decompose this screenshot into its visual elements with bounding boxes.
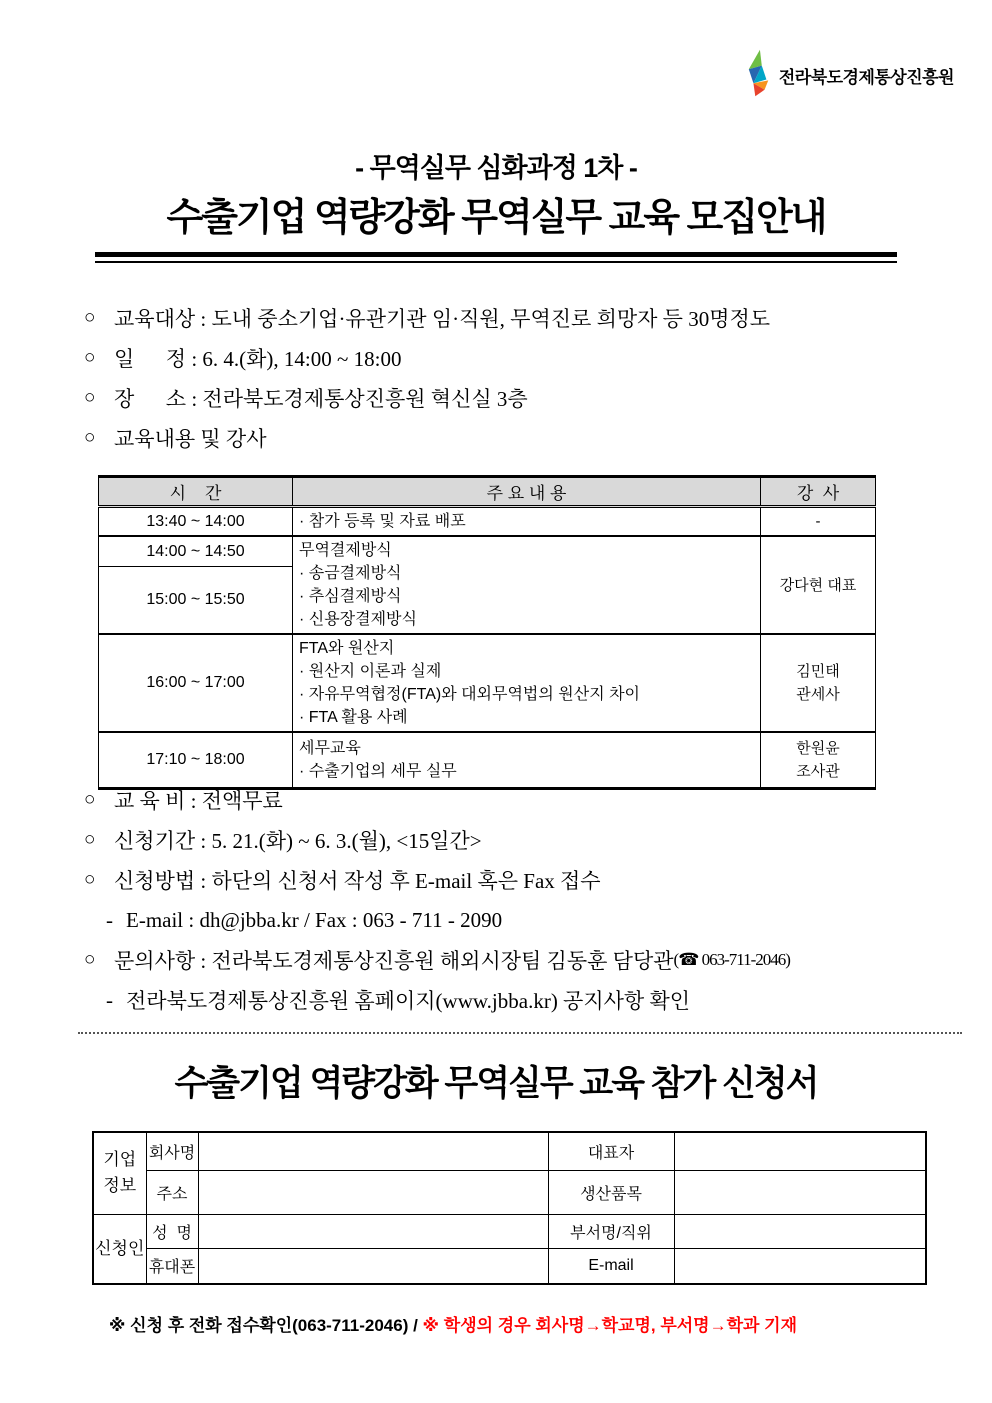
schedule-content-line: 무역결제방식 [299, 542, 392, 559]
form-label-department: 부서명/직위 [548, 1214, 674, 1248]
table-row [93, 1214, 926, 1248]
products-field[interactable] [674, 1170, 926, 1214]
schedule-content [293, 634, 761, 732]
list-item-homepage [84, 980, 974, 1020]
schedule-time: 13:40 ~ 14:00 [99, 507, 293, 537]
circle-bullet-icon: ○ [84, 789, 96, 810]
list-item-text: 교육대상 : 도내 중소기업·유관기관 임·직원, 무역진로 희망자 등 30명정도 [114, 307, 771, 331]
circle-bullet-icon: ○ [84, 387, 96, 408]
form-label-email: E-mail [548, 1248, 674, 1284]
form-group-label: 정보 [103, 1176, 137, 1196]
name-field[interactable] [198, 1214, 548, 1248]
schedule-time: 14:00 ~ 14:50 [99, 536, 293, 567]
schedule-header-row [99, 477, 876, 507]
application-form-table [92, 1131, 927, 1285]
dash-bullet-icon: - [106, 907, 113, 932]
schedule-content [293, 507, 761, 537]
form-label-name: 성 명 [146, 1214, 198, 1248]
list-item-email-fax [84, 900, 974, 940]
dotted-divider [78, 1032, 962, 1034]
form-group-company [93, 1132, 146, 1214]
schedule-content [293, 536, 761, 634]
org-logo-icon [746, 48, 772, 103]
list-item-contents [84, 418, 974, 458]
form-label-company-name: 회사명 [146, 1132, 198, 1170]
form-label-products: 생산품목 [548, 1170, 674, 1214]
table-row [99, 507, 876, 537]
title-rule-thick [95, 252, 897, 257]
list-item-text: 문의사항 : 전라북도경제통상진흥원 해외시장팀 김동훈 담당관 [114, 949, 674, 973]
company-name-field[interactable] [198, 1132, 548, 1170]
table-row [93, 1170, 926, 1214]
apply-info-list [84, 780, 974, 1020]
schedule-time: 15:00 ~ 15:50 [99, 567, 293, 634]
list-item-target [84, 298, 974, 338]
department-field[interactable] [674, 1214, 926, 1248]
schedule-instructor-line: 조사관 [796, 762, 840, 780]
form-group-label: 신청인 [95, 1238, 145, 1258]
list-item-period [84, 820, 974, 860]
form-label-ceo: 대표자 [548, 1132, 674, 1170]
schedule-content-line: · 추심결제방식 [299, 588, 402, 605]
org-name: 전라북도경제통상진흥원 [778, 68, 954, 87]
circle-bullet-icon: ○ [84, 427, 96, 448]
schedule-content-line: 세무교육 [299, 739, 361, 757]
form-group-applicant [93, 1214, 146, 1284]
schedule-instructor [761, 507, 876, 537]
schedule-content-line: FTA와 원산지 [299, 640, 395, 657]
list-item-contact [84, 940, 974, 980]
schedule-content-line: · 수출기업의 세무 실무 [299, 762, 457, 780]
schedule-header-instructor: 강 사 [761, 477, 876, 507]
circle-bullet-icon: ○ [84, 829, 96, 850]
schedule-instructor [761, 536, 876, 634]
schedule-content-line: · 참가 등록 및 자료 배포 [299, 513, 466, 530]
form-group-label: 기업 [103, 1150, 137, 1170]
circle-bullet-icon: ○ [84, 307, 96, 328]
address-field[interactable] [198, 1170, 548, 1214]
schedule-instructor-line: - [815, 513, 821, 530]
table-row [93, 1132, 926, 1170]
form-label-mobile: 휴대폰 [146, 1248, 198, 1284]
list-item-text: 장 소 : 전라북도경제통상진흥원 혁신실 3층 [114, 387, 528, 411]
circle-bullet-icon: ○ [84, 949, 96, 970]
schedule-instructor [761, 634, 876, 732]
table-row [93, 1248, 926, 1284]
circle-bullet-icon: ○ [84, 869, 96, 890]
schedule-content-line: · 자유무역협정(FTA)와 대외무역법의 원산지 차이 [299, 686, 641, 703]
schedule-content-line: · 송금결제방식 [299, 565, 402, 582]
info-list [84, 298, 974, 458]
email-field[interactable] [674, 1248, 926, 1284]
list-item-method [84, 860, 974, 900]
ceo-field[interactable] [674, 1132, 926, 1170]
list-item-text: 신청기간 : 5. 21.(화) ~ 6. 3.(월), <15일간> [114, 829, 482, 853]
schedule-table [98, 475, 876, 790]
list-item-text: E-mail : dh@jbba.kr / Fax : 063 - 711 - 2090 [126, 907, 503, 932]
schedule-header-time: 시 간 [99, 477, 293, 507]
schedule-content-line: · FTA 활용 사례 [299, 709, 408, 726]
table-row [99, 634, 876, 732]
schedule-time: 17:10 ~ 18:00 [99, 732, 293, 788]
schedule-instructor-line: 한원윤 [796, 739, 840, 757]
schedule-header-content: 주 요 내 용 [293, 477, 761, 507]
list-item-text: 전라북도경제통상진흥원 홈페이지(www.jbba.kr) 공지사항 확인 [126, 989, 691, 1013]
list-item-text: 일 정 : 6. 4.(화), 14:00 ~ 18:00 [114, 347, 402, 371]
list-item-date [84, 338, 974, 378]
mobile-field[interactable] [198, 1248, 548, 1284]
page-title: 수출기업 역량강화 무역실무 교육 모집안내 [166, 197, 826, 239]
footnote-confirm: ※ 신청 후 전화 접수확인(063-711-2046) / [108, 1316, 423, 1335]
form-footnote [90, 1291, 797, 1356]
form-label-address: 주소 [146, 1170, 198, 1214]
org-logo [746, 48, 954, 103]
schedule-instructor-line: 강다현 대표 [779, 576, 857, 594]
table-row [99, 536, 876, 567]
schedule-instructor-line: 김민태 [796, 663, 840, 680]
title-rule-thin [95, 261, 897, 263]
list-item-text: 신청방법 : 하단의 신청서 작성 후 E-mail 혹은 Fax 접수 [114, 869, 601, 893]
schedule-instructor-line: 관세사 [796, 686, 840, 703]
list-item-text: 교 육 비 : 전액무료 [114, 789, 283, 813]
schedule-content-line: · 원산지 이론과 실제 [299, 663, 442, 680]
dash-bullet-icon: - [106, 987, 113, 1012]
list-item-text: 교육내용 및 강사 [114, 427, 267, 451]
footnote-student: ※ 학생의 경우 회사명→학교명, 부서명→학과 기재 [422, 1316, 798, 1335]
schedule-time: 16:00 ~ 17:00 [99, 634, 293, 732]
list-item-place [84, 378, 974, 418]
schedule-content-line: · 신용장결제방식 [299, 611, 417, 628]
form-title: 수출기업 역량강화 무역실무 교육 참가 신청서 [174, 1064, 818, 1103]
circle-bullet-icon: ○ [84, 347, 96, 368]
course-subtitle: - 무역실무 심화과정 1차 - [355, 153, 637, 183]
list-item-fee [84, 780, 974, 820]
contact-phone: (☎ 063-711-2046) [673, 950, 790, 969]
